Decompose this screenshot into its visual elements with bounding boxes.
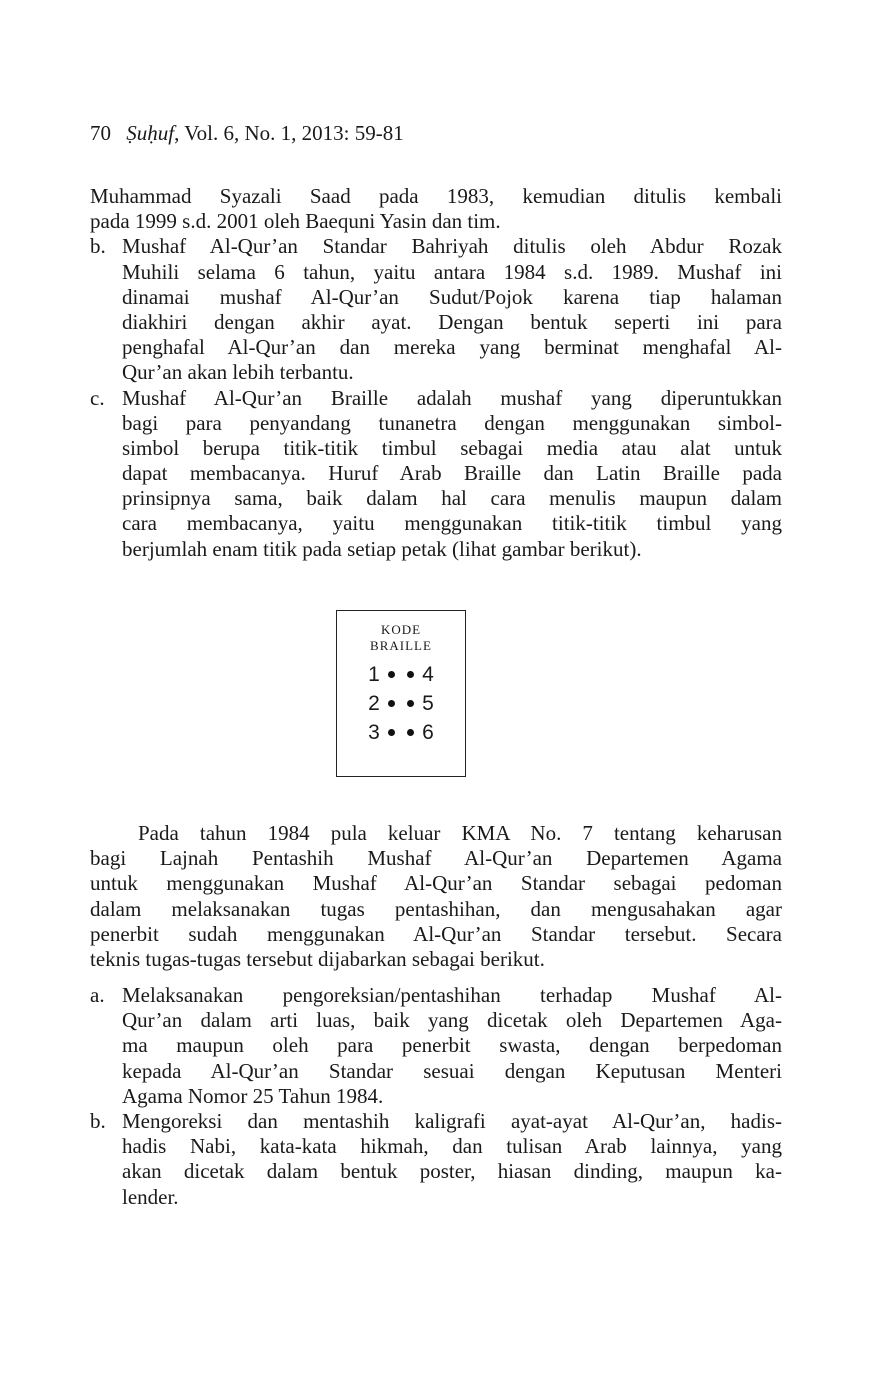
text-line: cara membacanya, yaitu menggunakan titik-titik timbul yang: [122, 511, 782, 536]
running-header: [90, 121, 404, 146]
dot-number: 3: [368, 720, 380, 744]
text-line: Mushaf Al-Qur’an Braille adalah mushaf yang diperuntukkan: [122, 385, 782, 410]
list-item: [90, 1109, 782, 1210]
figure-title-line: KODE: [380, 622, 422, 637]
text-line: Mengoreksi dan mentashih kaligrafi ayat-ayat Al-Qur’an, hadis-: [122, 1108, 782, 1133]
text-line: bagi Lajnah Pentashih Mushaf Al-Qur’an Departemen Agama: [90, 846, 782, 871]
text-line: Pada tahun 1984 pula keluar KMA No. 7 tentang keharusan: [138, 821, 782, 845]
list-marker: b.: [90, 1108, 106, 1133]
text-line: untuk menggunakan Mushaf Al-Qur’an Standar sebagai pedoman: [90, 871, 782, 896]
list-marker: b.: [90, 234, 106, 259]
text-line: prinsipnya sama, baik dalam hal cara menulis maupun dalam: [122, 486, 782, 511]
braille-row: [337, 660, 465, 689]
dot-number: 6: [422, 720, 434, 744]
figure-title: [337, 622, 465, 654]
dot-number: 4: [422, 662, 434, 686]
body-paragraph: [90, 821, 782, 972]
text-line: simbol berupa titik-titik timbul sebagai media atau alat untuk: [122, 435, 782, 460]
text-line: teknis tugas-tugas tersebut dijabarkan sebagai berikut.: [90, 946, 545, 971]
figure-title-line: BRAILLE: [370, 638, 432, 653]
text-line: dinamai mushaf Al-Qur’an Sudut/Pojok karena tiap halaman: [122, 284, 782, 309]
text-line: Qur’an akan lebih terbantu.: [122, 360, 354, 385]
list-item: [90, 386, 782, 562]
text-line: pada 1999 s.d. 2001 oleh Baequni Yasin dan tim.: [90, 209, 501, 234]
list-marker: a.: [90, 983, 105, 1007]
dot-number: 1: [368, 662, 380, 686]
braille-dot: [407, 729, 414, 736]
text-line: Melaksanakan pengoreksian/pentashihan terhadap Mushaf Al-: [122, 983, 782, 1007]
text-line: akan dicetak dalam bentuk poster, hiasan dinding, maupun ka-: [122, 1159, 782, 1184]
text-line: Muhammad Syazali Saad pada 1983, kemudian ditulis kembali: [90, 184, 782, 208]
text-line: Qur’an dalam arti luas, baik yang dicetak oleh Departemen Aga-: [122, 1008, 782, 1033]
dot-number: 2: [368, 691, 380, 715]
braille-row: [337, 689, 465, 718]
page-number: 70: [90, 121, 111, 145]
text-line: hadis Nabi, kata-kata hikmah, dan tulisan Arab lainnya, yang: [122, 1134, 782, 1159]
dot-number: 5: [422, 691, 434, 715]
text-line: Muhili selama 6 tahun, yaitu antara 1984 s.d. 1989. Mushaf ini: [122, 259, 782, 284]
text-line: penghafal Al-Qur’an dan mereka yang berminat menghafal Al-: [122, 335, 782, 360]
citation: , Vol. 6, No. 1, 2013: 59-81: [174, 121, 404, 145]
braille-dot: [388, 671, 395, 678]
braille-dot: [388, 700, 395, 707]
text-line: diakhiri dengan akhir ayat. Dengan bentuk seperti ini para: [122, 309, 782, 334]
text-line: Agama Nomor 25 Tahun 1984.: [122, 1083, 384, 1108]
text-line: berjumlah enam titik pada setiap petak (lihat gambar berikut).: [122, 536, 642, 561]
list-item: [90, 184, 782, 234]
text-line: Mushaf Al-Qur’an Standar Bahriyah ditulis oleh Abdur Rozak: [122, 234, 782, 259]
text-line: penerbit sudah menggunakan Al-Qur’an Standar tersebut. Secara: [90, 921, 782, 946]
braille-row: [337, 718, 465, 747]
journal-name: Ṣuḥuf: [126, 121, 175, 145]
braille-dot: [407, 700, 414, 707]
list-block-2: [90, 983, 782, 1210]
text-line: bagi para penyandang tunanetra dengan menggunakan simbol-: [122, 410, 782, 435]
text-line: dalam melaksanakan tugas pentashihan, dan mengusahakan agar: [90, 896, 782, 921]
list-item: [90, 234, 782, 385]
text-line: dapat membacanya. Huruf Arab Braille dan Latin Braille pada: [122, 461, 782, 486]
braille-dot: [407, 671, 414, 678]
text-line: lender.: [122, 1184, 179, 1209]
text-line: kepada Al-Qur’an Standar sesuai dengan Keputusan Menteri: [122, 1058, 782, 1083]
braille-code-figure: [336, 610, 466, 777]
braille-dot: [388, 729, 395, 736]
list-block-1: [90, 184, 782, 562]
text-line: ma maupun oleh para penerbit swasta, dengan berpedoman: [122, 1033, 782, 1058]
list-item: [90, 983, 782, 1109]
list-marker: c.: [90, 385, 105, 410]
